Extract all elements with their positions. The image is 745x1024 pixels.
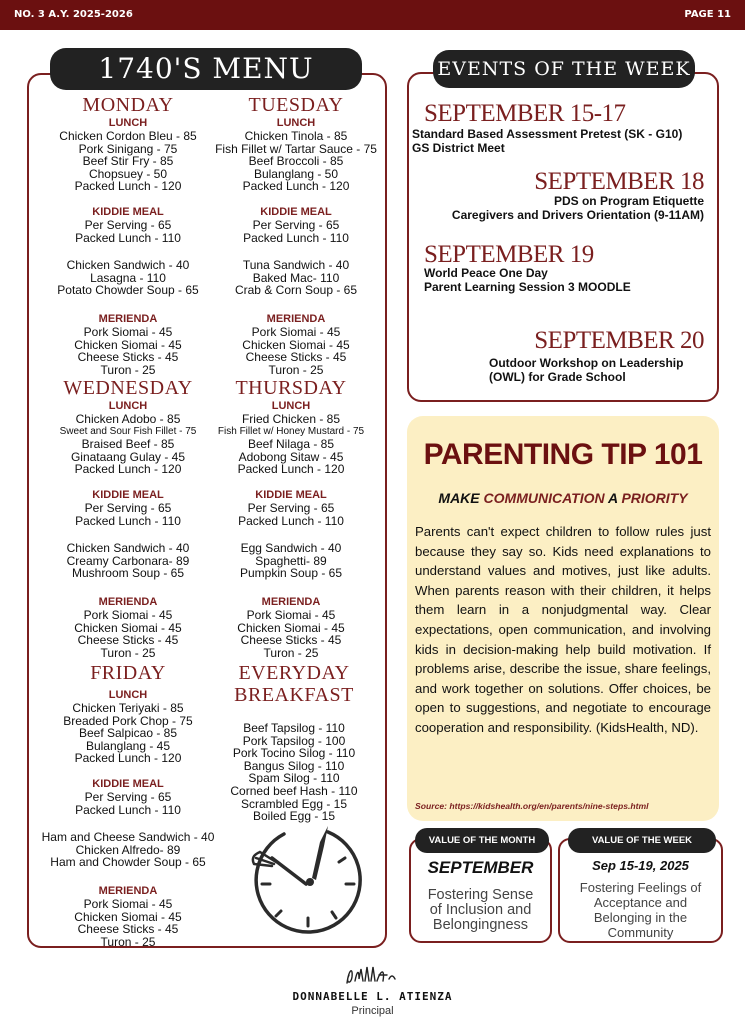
- menu-item: Potato Chowder Soup - 65: [57, 283, 199, 298]
- menu-item: Cheese Sticks - 45: [77, 350, 179, 365]
- menu-item: Cheese Sticks - 45: [77, 633, 179, 648]
- day-name: FRIDAY: [90, 662, 166, 684]
- breakfast-menu: [199, 662, 389, 823]
- friday-menu: [33, 662, 223, 948]
- menu-item: Mushroom Soup - 65: [71, 566, 185, 581]
- day-name: EVERYDAY: [238, 662, 350, 684]
- menu-item: Spaghetti- 89: [255, 553, 327, 568]
- tip-body: Parents can't expect children to follow rules just because they say so. Kids need explanations to understand values and motives, just like adults. When parents reason with their children, it helps them learn in a nonjudgmental way. Clear expectations, open communication, and involving kids in decision-making help build motivation. If problems arise, describe the issue, share feelings, and work together on solutions. Offer choices, be open to suggestions, and negotiate to encourage cooperation and responsibility. (KidsHealth, ND).: [415, 524, 711, 735]
- menu-item: Pork Tocino Silog - 110: [232, 746, 356, 761]
- menu-item: Corned beef Hash - 110: [230, 783, 358, 798]
- menu-item: Chicken Adobo - 85: [75, 412, 181, 426]
- section-label: MERIENDA: [266, 312, 326, 325]
- event-line: World Peace One Day: [424, 266, 548, 280]
- menu-item: Pork Siomai - 45: [251, 324, 341, 339]
- menu-item: Pork Siomai - 45: [83, 896, 173, 911]
- menu-item: Creamy Carbonara- 89: [66, 553, 190, 568]
- event-line: (OWL) for Grade School: [489, 370, 626, 384]
- menu-item: Adobong Sitaw - 45: [238, 449, 344, 464]
- event-line: GS District Meet: [412, 141, 505, 155]
- tip-title: PARENTING TIP 101: [423, 438, 703, 471]
- value-line: Fostering Feelings of: [579, 880, 702, 895]
- parenting-tip-panel: [407, 416, 719, 821]
- menu-item: Beef Tapsilog - 110: [243, 721, 345, 735]
- section-label: LUNCH: [271, 400, 311, 412]
- day-name: WEDNESDAY: [63, 377, 193, 399]
- menu-item: Ham and Cheese Sandwich - 40: [41, 830, 215, 845]
- section-label: LUNCH: [108, 117, 148, 129]
- menu-item: Ham and Chowder Soup - 65: [50, 855, 206, 870]
- menu-item: Spam Silog - 110: [248, 771, 340, 786]
- tip-sub-part: MAKE: [438, 490, 484, 506]
- event-line: PDS on Program Etiquette: [553, 194, 704, 208]
- menu-item: Crab & Corn Soup - 65: [234, 283, 358, 298]
- tip-sub-accent: PRIORITY: [621, 490, 688, 506]
- value-week-text: [560, 880, 721, 940]
- menu-item: Per Serving - 65: [252, 217, 340, 232]
- value-month-head: SEPTEMBER: [427, 858, 534, 877]
- value-week-head: Sep 15-19, 2025: [592, 858, 689, 873]
- menu-item: Turon - 25: [100, 934, 156, 949]
- menu-item: Cheese Sticks - 45: [245, 350, 347, 365]
- events-title: EVENTS OF THE WEEK: [433, 50, 695, 88]
- tip-sub-part: A: [604, 490, 622, 506]
- menu-item: Per Serving - 65: [84, 789, 172, 804]
- menu-item: Breaded Pork Chop - 75: [63, 713, 193, 728]
- menu-item: Packed Lunch - 120: [74, 179, 182, 194]
- menu-item: Fish Fillet w/ Tartar Sauce - 75: [215, 141, 377, 156]
- top-bar: [0, 0, 745, 30]
- section-label: MERIENDA: [98, 884, 158, 897]
- tuesday-menu: [201, 94, 391, 376]
- menu-item: Chicken Siomai - 45: [74, 337, 182, 352]
- menu-item: Pork Tapsilog - 100: [242, 733, 346, 748]
- thursday-menu: [196, 377, 386, 659]
- menu-item: Tuna Sandwich - 40: [242, 258, 350, 273]
- menu-item: Packed Lunch - 120: [74, 462, 182, 477]
- menu-item: Packed Lunch - 120: [237, 462, 345, 477]
- value-month-label: VALUE OF THE MONTH: [415, 828, 549, 853]
- menu-item: Packed Lunch - 110: [75, 513, 181, 528]
- menu-item: Packed Lunch - 120: [242, 179, 350, 194]
- menu-item: Pork Siomai - 45: [246, 607, 336, 622]
- value-week-label: VALUE OF THE WEEK: [568, 828, 716, 853]
- menu-item: Chicken Teriyaki - 85: [72, 701, 184, 715]
- menu-item: Chicken Siomai - 45: [74, 620, 182, 635]
- menu-item: Chopsuey - 50: [88, 166, 168, 181]
- menu-item: Bulanglang - 45: [85, 738, 171, 753]
- value-week-panel: [558, 838, 723, 943]
- signature-icon: [343, 963, 405, 987]
- value-line: Community: [607, 925, 674, 940]
- menu-item: Braised Beef - 85: [81, 437, 175, 452]
- menu-item: Scrambled Egg - 15: [240, 796, 348, 811]
- section-label: LUNCH: [108, 400, 148, 412]
- section-label: KIDDIE MEAL: [92, 488, 164, 501]
- value-month-text: [411, 888, 550, 933]
- value-line: Acceptance and: [593, 895, 688, 910]
- clock-icon: [250, 822, 366, 938]
- menu-item: Ginataang Gulay - 45: [70, 449, 186, 464]
- menu-item: Chicken Sandwich - 40: [66, 541, 190, 556]
- tip-sub-accent: COMMUNICATION: [483, 490, 605, 506]
- menu-item: Beef Nilaga - 85: [247, 437, 335, 452]
- menu-item: Fish Fillet w/ Honey Mustard - 75: [217, 425, 365, 437]
- menu-item: Cheese Sticks - 45: [240, 633, 342, 648]
- section-label: MERIENDA: [261, 595, 321, 608]
- event-date: SEPTEMBER 15-17: [424, 100, 626, 127]
- menu-item: Chicken Siomai - 45: [242, 337, 350, 352]
- event-date: SEPTEMBER 19: [424, 241, 594, 268]
- menu-item: Turon - 25: [100, 362, 156, 377]
- value-line: Belongingness: [432, 917, 529, 933]
- menu-item: Packed Lunch - 110: [75, 802, 181, 817]
- menu-item: Boiled Egg - 15: [252, 809, 336, 824]
- section-label: MERIENDA: [98, 595, 158, 608]
- menu-item: Chicken Cordon Bleu - 85: [59, 129, 197, 143]
- wednesday-menu: [33, 377, 223, 659]
- menu-item: Chicken Tinola - 85: [244, 129, 348, 143]
- day-name: TUESDAY: [248, 94, 344, 116]
- menu-item: Packed Lunch - 110: [238, 513, 344, 528]
- day-name: THURSDAY: [235, 377, 347, 399]
- event-line: Outdoor Workshop on Leadership: [489, 356, 684, 370]
- menu-item: Turon - 25: [268, 362, 324, 377]
- menu-item: Pork Sinigang - 75: [78, 141, 178, 156]
- menu-item: Per Serving - 65: [84, 500, 172, 515]
- menu-item: Baked Mac- 110: [252, 270, 340, 285]
- section-label: LUNCH: [108, 689, 148, 701]
- event-line: Standard Based Assessment Pretest (SK - G10): [412, 127, 683, 141]
- menu-item: Turon - 25: [100, 645, 156, 660]
- issue-number: NO. 3 A.Y. 2025-2026: [14, 9, 133, 20]
- menu-item: Per Serving - 65: [84, 217, 172, 232]
- event-line: Caregivers and Drivers Orientation (9-11AM): [451, 208, 704, 222]
- value-month-panel: [409, 838, 552, 943]
- event-date: SEPTEMBER 20: [534, 327, 704, 354]
- menu-item: Cheese Sticks - 45: [77, 922, 179, 937]
- menu-item: Turon - 25: [263, 645, 319, 660]
- menu-item: Chicken Siomai - 45: [74, 909, 182, 924]
- day-name: BREAKFAST: [234, 684, 354, 706]
- monday-menu: [33, 94, 223, 376]
- event-line: Parent Learning Session 3 MOODLE: [424, 280, 631, 294]
- menu-item: Egg Sandwich - 40: [240, 541, 342, 556]
- menu-item: Per Serving - 65: [247, 500, 335, 515]
- section-label: LUNCH: [276, 117, 316, 129]
- section-label: MERIENDA: [98, 312, 158, 325]
- menu-item: Pork Siomai - 45: [83, 324, 173, 339]
- menu-item: Bangus Silog - 110: [243, 758, 345, 773]
- day-name: MONDAY: [82, 94, 174, 116]
- menu-item: Packed Lunch - 110: [243, 230, 349, 245]
- tip-subtitle: [407, 490, 719, 506]
- menu-item: Lasagna - 110: [90, 270, 166, 285]
- principal-name: DONNABELLE L. ATIENZA: [292, 990, 453, 1003]
- value-line: Belonging in the: [593, 910, 688, 925]
- tip-source: Source: https://kidshealth.org/en/parents/nine-steps.html: [415, 801, 649, 811]
- value-line: Fostering Sense: [427, 887, 534, 903]
- event-date: SEPTEMBER 18: [534, 168, 704, 195]
- section-label: KIDDIE MEAL: [255, 488, 327, 501]
- menu-item: Packed Lunch - 110: [75, 230, 181, 245]
- principal-role: Principal: [351, 1005, 394, 1017]
- section-label: KIDDIE MEAL: [92, 777, 164, 790]
- menu-item: Chicken Sandwich - 40: [66, 258, 190, 273]
- menu-item: Bulanglang - 50: [253, 166, 339, 181]
- menu-item: Beef Salpicao - 85: [78, 726, 178, 741]
- menu-item: Chicken Alfredo- 89: [75, 842, 181, 857]
- value-line: of Inclusion and: [429, 902, 532, 918]
- menu-item: Packed Lunch - 120: [74, 751, 182, 766]
- menu-item: Pumpkin Soup - 65: [239, 566, 343, 581]
- menu-item: Chicken Siomai - 45: [237, 620, 345, 635]
- menu-item: Sweet and Sour Fish Fillet - 75: [59, 425, 197, 437]
- section-label: KIDDIE MEAL: [92, 205, 164, 218]
- menu-item: Pork Siomai - 45: [83, 607, 173, 622]
- section-label: KIDDIE MEAL: [260, 205, 332, 218]
- page-number: PAGE 11: [684, 9, 731, 20]
- menu-title: 1740'S MENU: [50, 48, 362, 90]
- menu-item: Beef Stir Fry - 85: [82, 154, 174, 169]
- menu-item: Fried Chicken - 85: [241, 412, 341, 426]
- menu-item: Beef Broccoli - 85: [248, 154, 344, 169]
